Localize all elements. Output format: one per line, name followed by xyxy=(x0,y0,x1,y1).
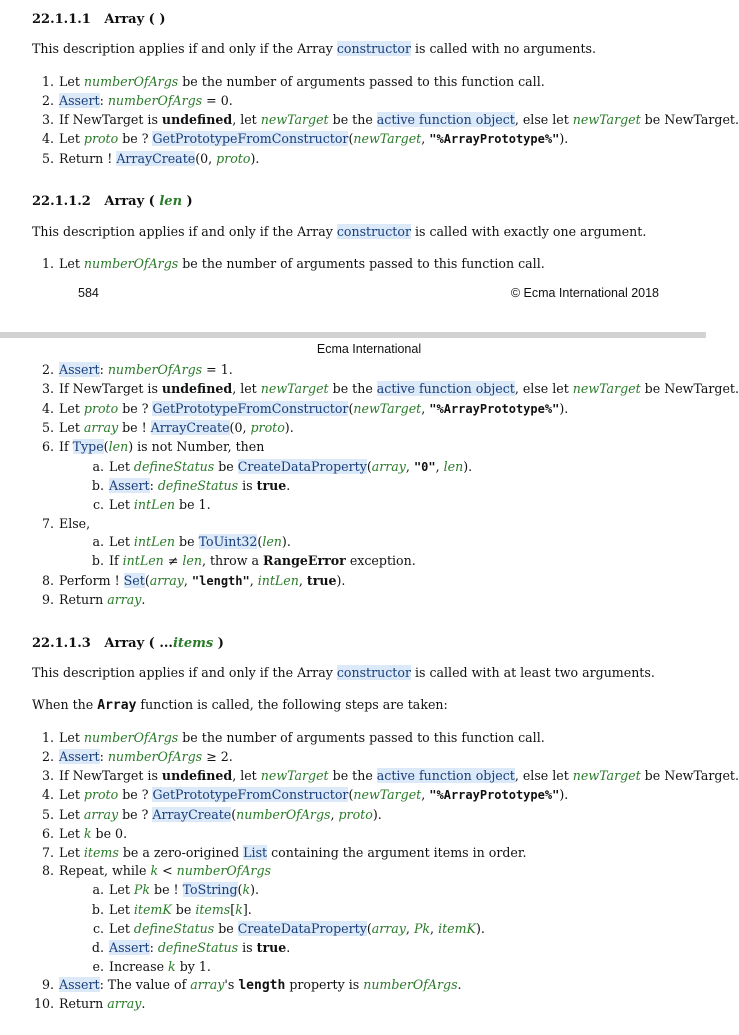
s3-step-9: 9. Assert: The value of array's length property is numberOfArgs. xyxy=(41,977,462,993)
section-heading-22-1-1-2: 22.1.1.2 Array ( len ) xyxy=(32,194,193,209)
createdataproperty-link[interactable]: CreateDataProperty xyxy=(237,459,367,474)
s3-step-7: 7. Let items be a zero-origined List containing the argument items in order. xyxy=(41,845,527,860)
s2-step-4: 4. Let proto be ? GetPrototypeFromConstructor(newTarget, "%ArrayPrototype%"). xyxy=(41,401,569,416)
s3-step-8c: c. Let defineStatus be CreateDataProperty(array, Pk, itemK). xyxy=(92,921,485,936)
assert-link[interactable]: Assert xyxy=(59,93,100,108)
arraycreate-link[interactable]: ArrayCreate xyxy=(116,151,196,166)
s2-step-8: 8. Perform ! Set(array, "length", intLen, true). xyxy=(41,573,346,588)
getprototype-link[interactable]: GetPrototypeFromConstructor xyxy=(152,787,349,802)
assert-link[interactable]: Assert xyxy=(109,478,150,493)
active-function-object-link[interactable]: active function object xyxy=(376,381,515,396)
active-function-object-link[interactable]: active function object xyxy=(376,768,515,783)
s3-step-3: 3. If NewTarget is undefined, let newTarget be the active function object, else let newTarget be NewTarget. xyxy=(41,768,739,783)
section3-intro: This description applies if and only if the Array constructor is called with at least two arguments. xyxy=(32,665,655,680)
assert-link[interactable]: Assert xyxy=(59,362,100,377)
s1-step-1: 1. Let numberOfArgs be the number of arguments passed to this function call. xyxy=(41,74,545,89)
s2-step-6: 6. If Type(len) is not Number, then xyxy=(41,439,265,454)
s2-step-2: 2. Assert: numberOfArgs = 1. xyxy=(41,362,233,377)
type-link[interactable]: Type xyxy=(72,439,104,454)
constructor-link[interactable]: constructor xyxy=(336,224,411,239)
arraycreate-link[interactable]: ArrayCreate xyxy=(152,807,232,822)
s3-step-6: 6. Let k be 0. xyxy=(41,826,128,841)
tostring-link[interactable]: ToString xyxy=(182,882,238,897)
s3-step-1: 1. Let numberOfArgs be the number of arguments passed to this function call. xyxy=(41,730,545,745)
constructor-link[interactable]: constructor xyxy=(336,41,411,56)
s1-step-4: 4. Let proto be ? GetPrototypeFromConstructor(newTarget, "%ArrayPrototype%"). xyxy=(41,131,569,146)
s2-step-6b: b. Assert: defineStatus is true. xyxy=(91,478,291,493)
s2-step-6a: a. Let defineStatus be CreateDataProperty(array, "0", len). xyxy=(92,459,473,474)
s3-step-8: 8. Repeat, while k < numberOfArgs xyxy=(41,863,271,878)
s2-step-7: 7. Else, xyxy=(41,516,91,531)
assert-link[interactable]: Assert xyxy=(59,977,100,992)
s1-step-3: 3. If NewTarget is undefined, let newTarget be the active function object, else let newTarget be NewTarget. xyxy=(41,112,739,127)
s3-step-2: 2. Assert: numberOfArgs ≥ 2. xyxy=(41,749,233,764)
s3-step-8b: b. Let itemK be items[k]. xyxy=(91,902,252,917)
s2-step-7a: a. Let intLen be ToUint32(len). xyxy=(92,534,291,549)
section1-intro: This description applies if and only if the Array constructor is called with no arguments. xyxy=(32,41,597,56)
s3-step-10: 10. Return array. xyxy=(33,996,146,1011)
section-heading-22-1-1-3: 22.1.1.3 Array ( ...items ) xyxy=(32,636,224,651)
s3-step-8d: d. Assert: defineStatus is true. xyxy=(91,940,291,955)
s2-step-6c: c. Let intLen be 1. xyxy=(92,497,211,512)
s3-step-8a: a. Let Pk be ! ToString(k). xyxy=(92,882,259,897)
page-header: Ecma International xyxy=(316,342,422,356)
s1-step-5: 5. Return ! ArrayCreate(0, proto). xyxy=(41,151,260,166)
assert-link[interactable]: Assert xyxy=(109,940,150,955)
section2-intro: This description applies if and only if the Array constructor is called with exactly one argument. xyxy=(32,224,647,239)
s3-step-8e: e. Increase k by 1. xyxy=(92,959,211,974)
constructor-link[interactable]: constructor xyxy=(336,665,411,680)
section3-when: When the Array function is called, the following steps are taken: xyxy=(32,697,448,713)
createdataproperty-link[interactable]: CreateDataProperty xyxy=(237,921,367,936)
getprototype-link[interactable]: GetPrototypeFromConstructor xyxy=(152,131,349,146)
s2-step-7b: b. If intLen ≠ len, throw a RangeError exception. xyxy=(91,553,416,568)
page-number: 584 xyxy=(78,286,99,300)
s2-step-9: 9. Return array. xyxy=(41,592,146,607)
active-function-object-link[interactable]: active function object xyxy=(376,112,515,127)
set-link[interactable]: Set xyxy=(123,573,145,588)
s2-step-5: 5. Let array be ! ArrayCreate(0, proto). xyxy=(41,420,294,435)
section-heading-22-1-1-1: 22.1.1.1 Array ( ) xyxy=(32,12,166,27)
arraycreate-link[interactable]: ArrayCreate xyxy=(150,420,230,435)
s2-step-3: 3. If NewTarget is undefined, let newTarget be the active function object, else let newTarget be NewTarget. xyxy=(41,381,739,396)
getprototype-link[interactable]: GetPrototypeFromConstructor xyxy=(152,401,349,416)
page-break xyxy=(0,332,706,338)
s3-step-4: 4. Let proto be ? GetPrototypeFromConstructor(newTarget, "%ArrayPrototype%"). xyxy=(41,787,569,802)
copyright: © Ecma International 2018 xyxy=(510,286,659,300)
s1-step-2: 2. Assert: numberOfArgs = 0. xyxy=(41,93,233,108)
assert-link[interactable]: Assert xyxy=(59,749,100,764)
touint32-link[interactable]: ToUint32 xyxy=(198,534,258,549)
list-link[interactable]: List xyxy=(243,845,268,860)
s2-step-1: 1. Let numberOfArgs be the number of arguments passed to this function call. xyxy=(41,256,545,271)
s3-step-5: 5. Let array be ? ArrayCreate(numberOfArgs, proto). xyxy=(41,807,382,822)
